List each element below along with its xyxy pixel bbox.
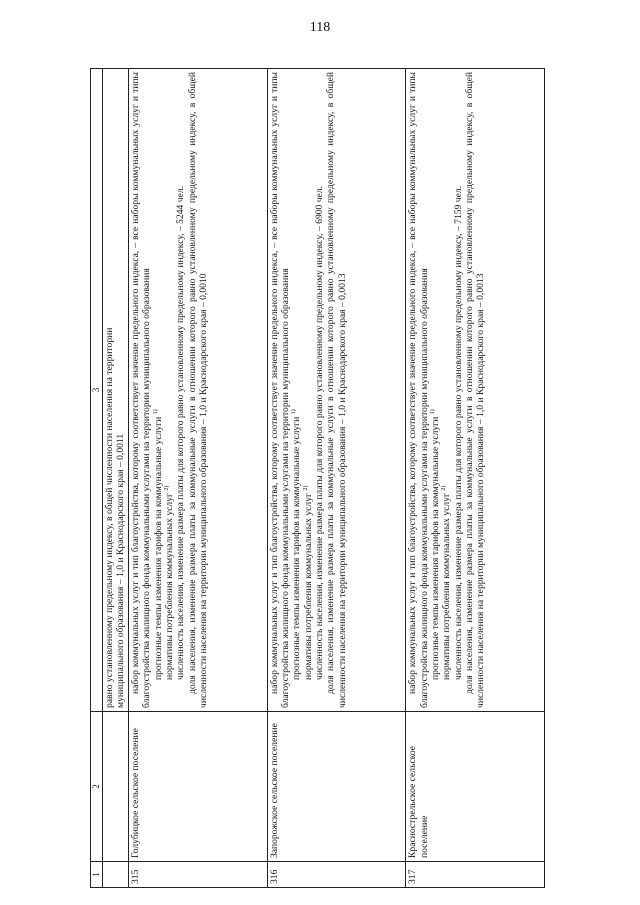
footnote-mark: 2) [441,485,448,491]
row-number-cell: 317 [406,862,545,888]
tariff-index-table [90,68,545,888]
tariff-forecast-text: прогнозные темпы изменения тарифов на коммунальные услуги $^{1)}$ [429,409,441,680]
service-set-text: набор коммунальных услуг и тип благоустройства, которому соответствует значение предельного индекса, – все наборы коммунальных услуг и типы благоустройства жилищного фонда коммунальными услугами на территории муниципального образования [130,72,153,708]
description-cell [129,69,268,712]
tariff-forecast-text: прогнозные темпы изменения тарифов на коммунальные услуги $^{1)}$ [152,409,164,680]
settlement-name-cell: Краснострельское сельское поселение [406,712,545,862]
settlement-name-cell: Запорожское сельское поселение [267,712,406,862]
description-cell [103,69,129,712]
consumption-norms-text: нормативы потребления коммунальных услуг $^{2)}$ [163,485,175,680]
rotated-table-wrapper [90,68,545,888]
footnote-mark: 1) [152,409,159,415]
population-text: численность населения, изменение размера платы для которого равно установленному предельному индексу, – 6900 чел. [313,186,325,680]
table-header-row [91,69,103,888]
population-share-text: доля населения, изменение размера платы за коммунальные услуги в отношении которого равно установленному предельному индексу, в общей численности населения на территории муниципального образования – 1,0 и Краснодарского края – 0,0013 [463,72,487,708]
header-col-2: 2 [91,712,103,862]
settlement-name-cell: Голубицкое сельское поселение [129,712,268,862]
description-cell [406,69,545,712]
population-share-text: доля населения, изменение размера платы за коммунальные услуги в отношении которого равно установленному предельному индексу, в общей численности населения на территории муниципального образования – 1,0 и Краснодарского края – 0,0010 [186,72,209,708]
header-col-3: 3 [91,69,103,712]
page-number: 118 [309,20,331,35]
row-number-cell [103,862,129,888]
population-text: численность населения, изменение размера платы для которого равно установленному предельному индексу, – 7159 чел. [452,186,464,680]
row-number-cell: 315 [129,862,268,888]
service-set-text: набор коммунальных услуг и тип благоустройства, которому соответствует значение предельного индекса, – все наборы коммунальных услуг и типы благоустройства жилищного фонда коммунальными услугами на территории муниципального образования [268,72,291,708]
description-cell [267,69,406,712]
tariff-forecast-text: прогнозные темпы изменения тарифов на коммунальные услуги $^{1)}$ [291,409,303,680]
continuation-line: муниципального образования – 1,0 и Краснодарского края – 0,0011 [115,433,127,708]
population-text: численность населения, изменение размера платы для которого равно установленному предельному индексу, – 5244 чел. [175,186,187,680]
header-col-1: 1 [91,862,103,888]
settlement-name-cell [103,712,129,862]
row-number-cell: 316 [267,862,406,888]
table-row-continuation [103,69,129,888]
footnote-mark: 1) [429,409,436,415]
consumption-norms-text: нормативы потребления коммунальных услуг $^{2)}$ [441,485,453,680]
population-share-text: доля населения, изменение размера платы за коммунальные услуги в отношении которого равно установленному предельному индексу, в общей численности населения на территории муниципального образования – 1,0 и Краснодарского края – 0,0013 [325,72,348,708]
footnote-mark: 2) [302,485,309,491]
footnote-mark: 2) [163,485,170,491]
table-row [406,69,545,888]
consumption-norms-text: нормативы потребления коммунальных услуг $^{2)}$ [302,485,314,680]
continuation-line: равно установленному предельному индексу, в общей численности населения на территории [104,327,115,708]
table-row [267,69,406,888]
service-set-text: набор коммунальных услуг и тип благоустройства, которому соответствует значение предельного индекса, – все наборы коммунальных услуг и типы благоустройства жилищного фонда коммунальными услугами на территории муниципального образования [407,72,430,708]
footnote-mark: 1) [291,409,298,415]
table-row [129,69,268,888]
